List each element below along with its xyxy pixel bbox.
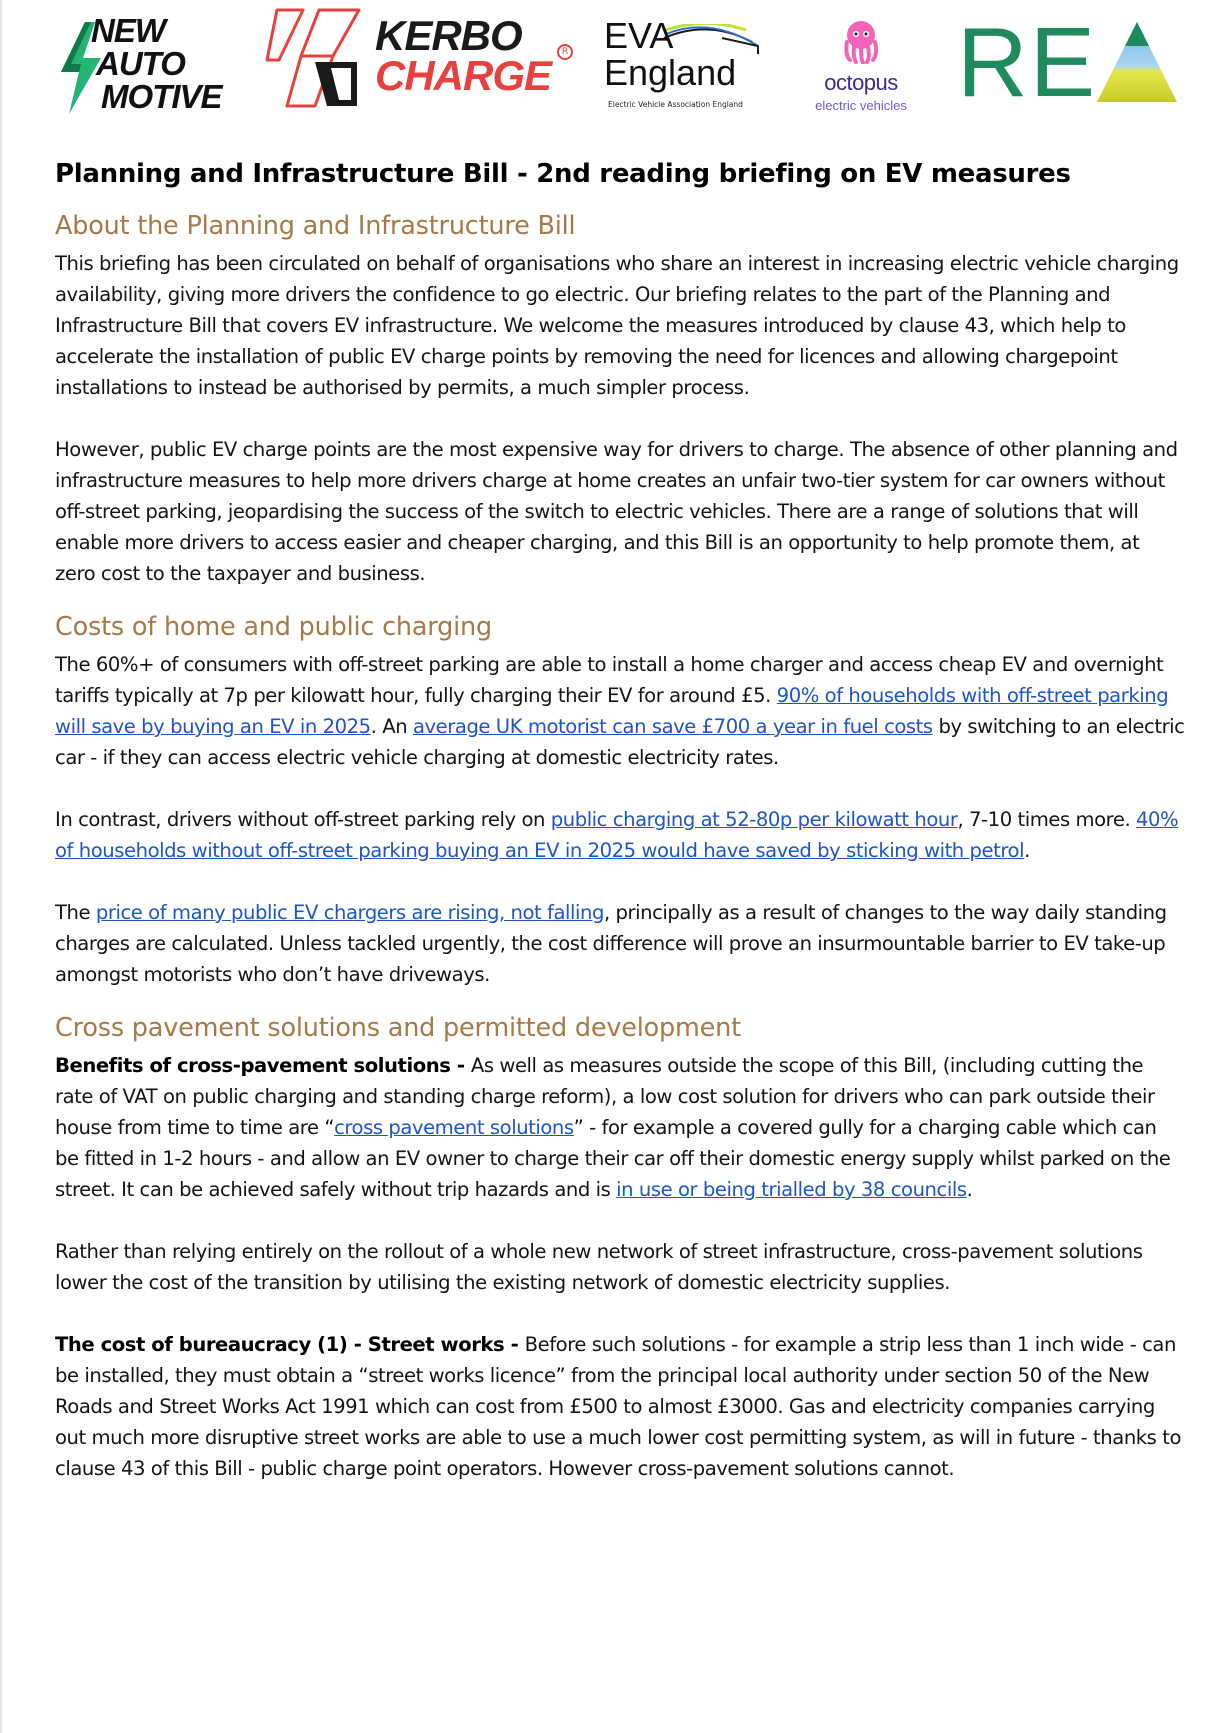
new-automotive-logo (57, 14, 232, 114)
document-title: Planning and Infrastructure Bill - 2nd reading briefing on EV measures (55, 159, 1071, 189)
logo-subtitle-eva: Electric Vehicle Association England (608, 100, 743, 109)
logo-text-kerbo: KERBO (375, 12, 522, 59)
registered-mark-icon: R (557, 44, 573, 60)
rea-triangle-icon (1095, 20, 1179, 104)
logo-text-charge: CHARGE (375, 52, 552, 99)
link-households-off-street-save[interactable]: 90% of households with off-street parking will save by buying an EV in 2025 (55, 684, 1169, 738)
octopus-mascot-icon (842, 20, 880, 64)
eva-england-logo (604, 15, 764, 118)
logo-text-motive: MOTIVE (101, 78, 222, 115)
section-heading-about: About the Planning and Infrastructure Bill (55, 211, 576, 241)
logo-text-rea: RE (957, 7, 1098, 117)
octopus-ev-logo (805, 20, 917, 120)
link-cross-pavement-solutions[interactable]: cross pavement solutions (334, 1116, 574, 1139)
section-heading-cross-pavement: Cross pavement solutions and permitted development (55, 1013, 741, 1043)
kerbo-charge-logo (257, 6, 577, 116)
kerbo-bolt-icon (257, 6, 369, 110)
cross-pavement-paragraph-3: The cost of bureaucracy (1) - Street works - Before such solutions - for example a strip less than 1 inch wide - can be installed, they must obtain a “street works licence” from the principal local authority under section 50 of the New Roads and Street Works Act 1991 which can cost from £500 to almost £3000. Gas and electricity companies carrying out much more disruptive street works are able to use a much lower cost permitting system, as will in future - thanks to clause 43 of this Bill - public charge point operators. However cross-pavement solutions cannot. (55, 1333, 1181, 1480)
link-public-charging-price[interactable]: public charging at 52-80p per kilowatt hour (550, 808, 958, 831)
link-average-motorist-save[interactable]: average UK motorist can save £700 a year in fuel costs (412, 715, 933, 738)
link-households-without-parking-petrol[interactable]: 40% of households without off-street parking buying an EV in 2025 would have saved by sticking with petrol (55, 808, 1179, 862)
logo-text-eva: EVA (604, 15, 674, 56)
cross-pavement-paragraph-2: Rather than relying entirely on the rollout of a whole new network of street infrastructure, cross-pavement solutions lower the cost of the transition by utilising the existing network of domestic electricity supplies. (55, 1240, 1143, 1294)
costs-paragraph-2: In contrast, drivers without off-street parking rely on public charging at 52-80p per kilowatt hour, 7-10 times more. 40% of households without off-street parking buying an EV in 2025 would have saved by sticking with petrol. (55, 808, 1179, 862)
section-heading-costs: Costs of home and public charging (55, 612, 492, 642)
logo-text-new: NEW (91, 12, 165, 49)
logo-text-auto: AUTO (96, 45, 185, 82)
link-councils-trials[interactable]: in use or being trialled by 38 councils (616, 1178, 967, 1201)
partner-logo-bar (2, 0, 1228, 125)
logo-text-england: England (604, 52, 737, 93)
costs-paragraph-3: The price of many public EV chargers are rising, not falling, principally as a result of changes to the way daily standing charges are calculated. Unless tackled urgently, the cost difference will prove an insurmountable barrier to EV take-up amongst motorists who don’t have driveways. (55, 901, 1167, 986)
about-paragraph-1: This briefing has been circulated on behalf of organisations who share an interest in increasing electric vehicle charging availability, giving more drivers the confidence to go electric. Our briefing relates to the part of the Planning and Infrastructure Bill that covers EV infrastructure. We welcome the measures introduced by clause 43, which help to accelerate the installation of public EV charge points by removing the need for licences and allowing chargepoint installations to instead be authorised by permits, a much simpler process. (55, 252, 1179, 399)
costs-paragraph-1: The 60%+ of consumers with off-street parking are able to install a home charger and access cheap EV and overnight tariffs typically at 7p per kilowatt hour, fully charging their EV for around £5. 90% of households with off-street parking will save by buying an EV in 2025. An average UK motorist can save £700 a year in fuel costs by switching to an electric car - if they can access electric vehicle charging at domestic electricity rates. (55, 653, 1185, 769)
cross-pavement-paragraph-1: Benefits of cross-pavement solutions - As well as measures outside the scope of this Bill, (including cutting the rate of VAT on public charging and standing charge reform), a low cost solution for drivers who can park outside their house from time to time are “cross pavement solutions” - for example a covered gully for a charging cable which can be fitted in 1-2 hours - and allow an EV owner to charge their car off their domestic energy supply whilst parked on the street. It can be achieved safely without trip hazards and is in use or being trialled by 38 councils. (55, 1054, 1171, 1201)
briefing-content (55, 152, 1185, 1484)
about-paragraph-2: However, public EV charge points are the most expensive way for drivers to charge. The absence of other planning and infrastructure measures to help more drivers charge at home creates an unfair two-tier system for car owners without off-street parking, jeopardising the success of the switch to electric vehicles. There are a range of solutions that will enable more drivers to access easier and cheaper charging, and this Bill is an opportunity to help promote them, at zero cost to the taxpayer and business. (55, 438, 1178, 585)
logo-subtitle-octopus: electric vehicles (815, 98, 907, 113)
rea-logo (957, 7, 1187, 117)
link-charger-prices-rising[interactable]: price of many public EV chargers are rising, not falling (95, 901, 604, 924)
logo-text-octopus: octopus (824, 70, 898, 95)
